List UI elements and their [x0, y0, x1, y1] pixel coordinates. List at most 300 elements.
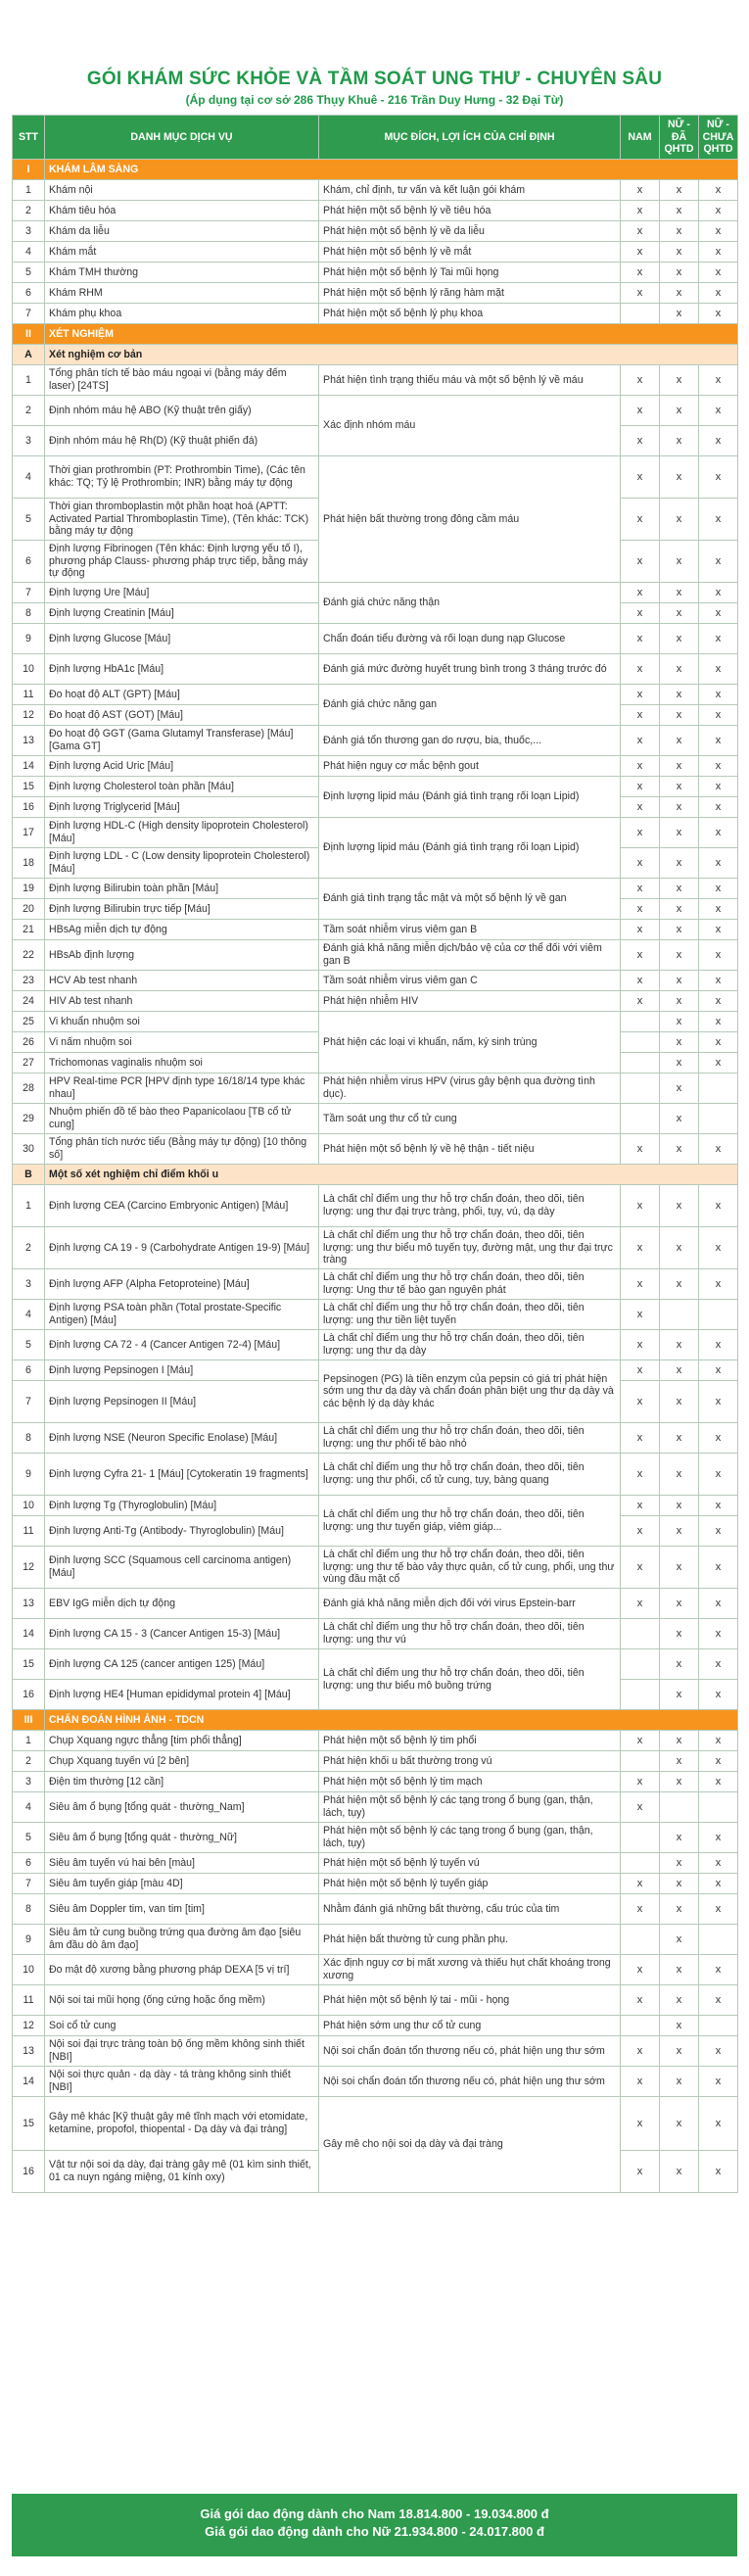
applicability-mark: x	[621, 818, 660, 848]
applicability-mark: x	[699, 1823, 738, 1853]
purpose-text: Nội soi chẩn đoán tổn thương nếu có, phát hiện ung thư sớm	[319, 2036, 621, 2067]
row-number: 23	[13, 971, 45, 991]
purpose-text: Đánh giá chức năng thận	[319, 583, 621, 624]
applicability-mark: x	[621, 1300, 660, 1330]
applicability-mark: x	[699, 1330, 738, 1360]
service-name: Định lượng Cyfra 21- 1 [Máu] [Cytokeratin 19 fragments]	[45, 1454, 319, 1496]
applicability-mark: x	[660, 426, 699, 456]
applicability-mark: x	[621, 848, 660, 879]
applicability-mark: x	[621, 541, 660, 583]
row-number: 20	[13, 899, 45, 920]
applicability-mark: x	[699, 283, 738, 304]
table-row	[13, 201, 738, 221]
service-name: Định lượng Pepsinogen II [Máu]	[45, 1381, 319, 1423]
applicability-mark: x	[660, 1053, 699, 1073]
applicability-mark: x	[699, 304, 738, 324]
table-row	[13, 879, 738, 899]
row-number: 2	[13, 1227, 45, 1269]
applicability-mark: x	[660, 221, 699, 242]
applicability-mark: x	[660, 603, 699, 624]
applicability-mark: x	[699, 654, 738, 685]
row-number: 6	[13, 1853, 45, 1874]
applicability-mark: x	[699, 685, 738, 705]
applicability-mark: x	[621, 726, 660, 756]
header-female-married: NỮ - ĐÃ QHTD	[660, 116, 699, 160]
row-number: 2	[13, 396, 45, 426]
table-row	[13, 1227, 738, 1269]
purpose-text: Là chất chỉ điểm ung thư hỗ trợ chẩn đoán, theo dõi, tiên lượng: ung thư phổi, cổ tử cung, tụy, bàng quang	[319, 1454, 621, 1496]
applicability-mark: x	[699, 1360, 738, 1381]
applicability-mark: x	[621, 242, 660, 262]
row-number: 19	[13, 879, 45, 899]
purpose-text: Phát hiện bất thường tử cung phần phụ.	[319, 1925, 621, 1955]
table-row	[13, 971, 738, 991]
service-name: Khám RHM	[45, 283, 319, 304]
table-row	[13, 456, 738, 499]
purpose-text: Phát hiện một số bệnh lý tim mạch	[319, 1772, 621, 1792]
applicability-mark: x	[660, 1269, 699, 1300]
applicability-mark: x	[699, 2097, 738, 2151]
price-male: Giá gói dao động dành cho Nam 18.814.800 - 19.034.800 đ	[200, 2506, 549, 2521]
table-row	[13, 2016, 738, 2036]
purpose-text: Phát hiện một số bệnh lý các tạng trong ổ bụng (gan, thận, lách, tụy)	[319, 1823, 621, 1853]
purpose-text: Định lượng lipid máu (Đánh giá tình trạng rối loạn Lipid)	[319, 818, 621, 879]
applicability-mark: x	[621, 991, 660, 1012]
table-row	[13, 1772, 738, 1792]
header-male: NAM	[621, 116, 660, 160]
applicability-mark: x	[621, 365, 660, 396]
applicability-mark: x	[660, 1874, 699, 1894]
table-row	[13, 818, 738, 848]
applicability-mark: x	[621, 1792, 660, 1823]
applicability-mark: x	[660, 1680, 699, 1710]
table-row	[13, 1185, 738, 1227]
applicability-mark: x	[660, 1032, 699, 1053]
applicability-mark: x	[699, 971, 738, 991]
applicability-mark: x	[660, 879, 699, 899]
table-row	[13, 1012, 738, 1032]
row-number: 25	[13, 1012, 45, 1032]
applicability-mark: x	[660, 1649, 699, 1680]
applicability-mark: x	[699, 1649, 738, 1680]
applicability-mark: x	[660, 726, 699, 756]
service-name: Định lượng LDL - C (Low density lipoprotein Cholesterol) [Máu]	[45, 848, 319, 879]
service-name: Nội soi đại trực tràng toàn bộ ống mềm không sinh thiết [NBI]	[45, 2036, 319, 2067]
purpose-text: Là chất chỉ điểm ung thư hỗ trợ chẩn đoán, theo dõi, tiên lượng: ung thư tế bào vảy thực quản, cổ tử cung, phổi, ung thư vùng đầu mặt cổ	[319, 1547, 621, 1589]
purpose-text: Phát hiện khối u bất thường trong vú	[319, 1751, 621, 1772]
applicability-mark: x	[699, 2067, 738, 2097]
applicability-mark: x	[660, 991, 699, 1012]
applicability-mark: x	[660, 242, 699, 262]
service-name: HIV Ab test nhanh	[45, 991, 319, 1012]
row-number: 13	[13, 2036, 45, 2067]
service-table	[12, 115, 738, 2193]
service-name: Khám nội	[45, 180, 319, 201]
section-number: II	[13, 324, 45, 345]
applicability-mark: x	[660, 920, 699, 940]
row-number: 9	[13, 624, 45, 654]
service-name: Định lượng Creatinin [Máu]	[45, 603, 319, 624]
service-name: Đo hoạt độ GGT (Gama Glutamyl Transferase) [Máu] [Gama GT]	[45, 726, 319, 756]
table-row	[13, 365, 738, 396]
applicability-mark	[621, 1680, 660, 1710]
page-title: GÓI KHÁM SỨC KHỎE VÀ TẦM SOÁT UNG THƯ - CHUYÊN SÂU	[86, 69, 663, 89]
applicability-mark: x	[621, 456, 660, 499]
applicability-mark: x	[699, 940, 738, 971]
applicability-mark: x	[660, 2016, 699, 2036]
applicability-mark: x	[660, 1731, 699, 1751]
applicability-mark: x	[699, 777, 738, 797]
applicability-mark: x	[699, 1423, 738, 1454]
applicability-mark: x	[699, 1894, 738, 1925]
applicability-mark: x	[699, 1751, 738, 1772]
service-name: Siêu âm tuyến vú hai bên [màu]	[45, 1853, 319, 1874]
applicability-mark: x	[699, 583, 738, 603]
applicability-mark: x	[660, 2151, 699, 2193]
purpose-text: Phát hiện một số bệnh lý Tai mũi họng	[319, 262, 621, 283]
row-number: 8	[13, 1423, 45, 1454]
applicability-mark: x	[699, 365, 738, 396]
purpose-text: Tầm soát nhiễm virus viêm gan C	[319, 971, 621, 991]
table-row	[13, 221, 738, 242]
row-number: 27	[13, 1053, 45, 1073]
service-name: HBsAb định lượng	[45, 940, 319, 971]
row-number: 16	[13, 797, 45, 818]
table-row	[13, 242, 738, 262]
table-row	[13, 1589, 738, 1619]
service-name: Định lượng NSE (Neuron Specific Enolase) [Máu]	[45, 1423, 319, 1454]
applicability-mark: x	[621, 1731, 660, 1751]
row-number: 3	[13, 426, 45, 456]
applicability-mark: x	[699, 1269, 738, 1300]
applicability-mark: x	[621, 499, 660, 541]
applicability-mark: x	[660, 1985, 699, 2016]
service-name: Định lượng Glucose [Máu]	[45, 624, 319, 654]
applicability-mark: x	[660, 2067, 699, 2097]
applicability-mark: x	[621, 1227, 660, 1269]
purpose-text: Đánh giá chức năng gan	[319, 685, 621, 726]
applicability-mark: x	[621, 396, 660, 426]
purpose-text: Phát hiện tình trạng thiếu máu và một số bệnh lý về máu	[319, 365, 621, 396]
applicability-mark: x	[699, 603, 738, 624]
applicability-mark: x	[660, 705, 699, 726]
table-row	[13, 1751, 738, 1772]
applicability-mark: x	[660, 283, 699, 304]
applicability-mark: x	[699, 1874, 738, 1894]
purpose-text: Đánh giá mức đường huyết trung bình trong 3 tháng trước đó	[319, 654, 621, 685]
applicability-mark: x	[621, 180, 660, 201]
service-name: Định lượng Anti-Tg (Antibody- Thyroglobulin) [Máu]	[45, 1516, 319, 1547]
applicability-mark	[621, 1073, 660, 1104]
header-stt: STT	[13, 116, 45, 160]
applicability-mark: x	[699, 262, 738, 283]
purpose-text: Phát hiện một số bệnh lý răng hàm mặt	[319, 283, 621, 304]
applicability-mark: x	[621, 971, 660, 991]
service-name: Định lượng CEA (Carcino Embryonic Antigen) [Máu]	[45, 1185, 319, 1227]
applicability-mark: x	[621, 624, 660, 654]
service-name: Định lượng Triglycerid [Máu]	[45, 797, 319, 818]
applicability-mark: x	[621, 1874, 660, 1894]
row-number: 9	[13, 1925, 45, 1955]
applicability-mark: x	[660, 1227, 699, 1269]
applicability-mark: x	[621, 705, 660, 726]
applicability-mark: x	[621, 1985, 660, 2016]
row-number: 15	[13, 2097, 45, 2151]
row-number: 6	[13, 541, 45, 583]
applicability-mark: x	[621, 1134, 660, 1165]
purpose-text: Nhằm đánh giá những bất thường, cấu trúc của tim	[319, 1894, 621, 1925]
table-row	[13, 2067, 738, 2097]
row-number: 14	[13, 1619, 45, 1649]
row-number: 3	[13, 221, 45, 242]
row-number: 4	[13, 1792, 45, 1823]
table-row	[13, 1269, 738, 1300]
applicability-mark: x	[621, 2067, 660, 2097]
row-number: 5	[13, 1823, 45, 1853]
applicability-mark: x	[660, 624, 699, 654]
row-number: 10	[13, 1496, 45, 1516]
applicability-mark	[621, 1619, 660, 1649]
applicability-mark: x	[699, 1955, 738, 1985]
row-number: 24	[13, 991, 45, 1012]
row-number: 4	[13, 242, 45, 262]
applicability-mark: x	[621, 1894, 660, 1925]
table-row	[13, 262, 738, 283]
section-title: Một số xét nghiệm chỉ điểm khối u	[45, 1165, 738, 1185]
applicability-mark: x	[621, 940, 660, 971]
applicability-mark: x	[660, 1772, 699, 1792]
applicability-mark: x	[699, 705, 738, 726]
table-row	[13, 1330, 738, 1360]
applicability-mark: x	[621, 1185, 660, 1227]
applicability-mark	[660, 1300, 699, 1330]
applicability-mark: x	[621, 920, 660, 940]
row-number: 5	[13, 262, 45, 283]
service-name: Định lượng Ure [Máu]	[45, 583, 319, 603]
table-row	[13, 1547, 738, 1589]
service-name: Nội soi tai mũi họng (ống cứng hoặc ống mềm)	[45, 1985, 319, 2016]
row-number: 7	[13, 1381, 45, 1423]
service-name: Định lượng CA 125 (cancer antigen 125) [Máu]	[45, 1649, 319, 1680]
applicability-mark	[621, 1012, 660, 1032]
applicability-mark: x	[699, 818, 738, 848]
applicability-mark: x	[699, 201, 738, 221]
applicability-mark: x	[660, 797, 699, 818]
row-number: 17	[13, 818, 45, 848]
applicability-mark: x	[621, 1454, 660, 1496]
purpose-text: Phát hiện các loại vi khuẩn, nấm, ký sinh trùng	[319, 1012, 621, 1073]
service-name: Định lượng HbA1c [Máu]	[45, 654, 319, 685]
table-row	[13, 1985, 738, 2016]
table-row	[13, 991, 738, 1012]
row-number: 2	[13, 201, 45, 221]
row-number: 6	[13, 283, 45, 304]
applicability-mark	[621, 1053, 660, 1073]
table-row	[13, 1423, 738, 1454]
applicability-mark: x	[660, 1104, 699, 1134]
purpose-text: Là chất chỉ điểm ung thư hỗ trợ chẩn đoán, theo dõi, tiên lượng: ung thư vú	[319, 1619, 621, 1649]
applicability-mark: x	[621, 777, 660, 797]
row-number: 10	[13, 654, 45, 685]
table-row	[13, 940, 738, 971]
applicability-mark: x	[699, 1619, 738, 1649]
table-row	[13, 1874, 738, 1894]
applicability-mark: x	[699, 1772, 738, 1792]
applicability-mark: x	[660, 1823, 699, 1853]
applicability-mark: x	[621, 879, 660, 899]
service-name: Định nhóm máu hệ Rh(D) (Kỹ thuật phiến đá)	[45, 426, 319, 456]
applicability-mark	[699, 2016, 738, 2036]
applicability-mark: x	[699, 1680, 738, 1710]
applicability-mark: x	[660, 180, 699, 201]
row-number: 21	[13, 920, 45, 940]
purpose-text: Phát hiện một số bệnh lý tim phổi	[319, 1731, 621, 1751]
applicability-mark: x	[699, 920, 738, 940]
service-name: Chụp Xquang ngực thẳng [tim phổi thẳng]	[45, 1731, 319, 1751]
applicability-mark: x	[660, 756, 699, 777]
row-number: 13	[13, 1589, 45, 1619]
table-row	[13, 1955, 738, 1985]
price-female: Giá gói dao động dành cho Nữ 21.934.800 - 24.017.800 đ	[205, 2524, 544, 2539]
applicability-mark: x	[699, 1381, 738, 1423]
row-number: 30	[13, 1134, 45, 1165]
applicability-mark: x	[660, 1955, 699, 1985]
service-name: Gây mê khác [Kỹ thuật gây mê tĩnh mạch với etomidate, ketamine, propofol, thiopental - Dạ dày và đại tràng]	[45, 2097, 319, 2151]
applicability-mark: x	[660, 1073, 699, 1104]
service-name: Siêu âm tử cung buồng trứng qua đường âm đạo [siêu âm đầu dò âm đạo]	[45, 1925, 319, 1955]
applicability-mark: x	[621, 1955, 660, 1985]
purpose-text: Phát hiện nhiễm virus HPV (virus gây bệnh qua đường tình dục).	[319, 1073, 621, 1104]
applicability-mark: x	[699, 1454, 738, 1496]
applicability-mark: x	[699, 242, 738, 262]
row-number: 11	[13, 685, 45, 705]
applicability-mark: x	[621, 1330, 660, 1360]
applicability-mark	[660, 1792, 699, 1823]
applicability-mark: x	[660, 541, 699, 583]
table-row	[13, 1853, 738, 1874]
applicability-mark: x	[660, 2036, 699, 2067]
applicability-mark	[621, 1104, 660, 1134]
purpose-text: Phát hiện một số bệnh lý về tiêu hóa	[319, 201, 621, 221]
table-row	[13, 777, 738, 797]
applicability-mark	[621, 1853, 660, 1874]
applicability-mark: x	[660, 1134, 699, 1165]
service-name: Khám TMH thường	[45, 262, 319, 283]
applicability-mark: x	[699, 499, 738, 541]
service-name: Tổng phân tích tế bào máu ngoại vi (bằng máy đếm laser) [24TS]	[45, 365, 319, 396]
service-name: Thời gian thromboplastin một phần hoạt hoá (APTT: Activated Partial Thromboplastin Time), (Tên khác: TCK) bằng máy tự động	[45, 499, 319, 541]
purpose-text: Pepsinogen (PG) là tiền enzym của pepsin có giá trị phát hiện sớm ung thư dạ dày và chẩn đoán phân biệt ung thư dạ dày và các bệnh lý dạ dày khác	[319, 1360, 621, 1423]
row-number: 16	[13, 1680, 45, 1710]
applicability-mark: x	[621, 685, 660, 705]
purpose-text: Định lượng lipid máu (Đánh giá tình trạng rối loạn Lipid)	[319, 777, 621, 818]
purpose-text: Phát hiện một số bệnh lý về da liễu	[319, 221, 621, 242]
applicability-mark	[621, 1751, 660, 1772]
table-row	[13, 1496, 738, 1516]
applicability-mark: x	[699, 1547, 738, 1589]
applicability-mark: x	[660, 1894, 699, 1925]
table-row	[13, 685, 738, 705]
applicability-mark: x	[660, 1423, 699, 1454]
purpose-text: Phát hiện một số bệnh lý phụ khoa	[319, 304, 621, 324]
service-name: Định lượng CA 72 - 4 (Cancer Antigen 72-4) [Máu]	[45, 1330, 319, 1360]
section-title: Xét nghiệm cơ bản	[45, 345, 738, 365]
table-row	[13, 1823, 738, 1853]
applicability-mark: x	[660, 583, 699, 603]
row-number: 3	[13, 1269, 45, 1300]
table-row	[13, 1300, 738, 1330]
applicability-mark	[621, 1925, 660, 1955]
purpose-text: Tầm soát ung thư cổ tử cung	[319, 1104, 621, 1134]
applicability-mark	[699, 1300, 738, 1330]
row-number: 5	[13, 1330, 45, 1360]
service-name: HCV Ab test nhanh	[45, 971, 319, 991]
service-name: Định lượng Acid Uric [Máu]	[45, 756, 319, 777]
purpose-text: Là chất chỉ điểm ung thư hỗ trợ chẩn đoán, theo dõi, tiên lượng: ung thư đại trực tràng, phổi, tụy, vú, dạ dày	[319, 1185, 621, 1227]
applicability-mark: x	[621, 201, 660, 221]
purpose-text: Phát hiện bất thường trong đông cầm máu	[319, 456, 621, 583]
applicability-mark	[699, 1792, 738, 1823]
purpose-text: Phát hiện nguy cơ mắc bệnh gout	[319, 756, 621, 777]
applicability-mark: x	[699, 541, 738, 583]
applicability-mark	[699, 1104, 738, 1134]
section-title: XÉT NGHIỆM	[45, 324, 738, 345]
purpose-text: Chẩn đoán tiểu đường và rối loạn dung nạp Glucose	[319, 624, 621, 654]
table-row	[13, 624, 738, 654]
row-number: 15	[13, 1649, 45, 1680]
table-row	[13, 1731, 738, 1751]
applicability-mark: x	[660, 1496, 699, 1516]
applicability-mark: x	[660, 1381, 699, 1423]
applicability-mark: x	[660, 1751, 699, 1772]
table-row	[13, 1134, 738, 1165]
applicability-mark: x	[699, 221, 738, 242]
purpose-text: Phát hiện nhiễm HIV	[319, 991, 621, 1012]
service-name: Định lượng AFP (Alpha Fetoproteine) [Máu]	[45, 1269, 319, 1300]
applicability-mark: x	[699, 2151, 738, 2193]
applicability-mark: x	[621, 797, 660, 818]
purpose-text: Là chất chỉ điểm ung thư hỗ trợ chẩn đoán, theo dõi, tiên lượng: ung thư biểu mô tuyến tụy, đường mật, ung thư đại trực tràng	[319, 1227, 621, 1269]
service-name: Siêu âm Doppler tim, van tim [tim]	[45, 1894, 319, 1925]
row-number: 8	[13, 1894, 45, 1925]
service-name: Thời gian prothrombin (PT: Prothrombin Time), (Các tên khác: TQ; Tỷ lệ Prothrombin; INR) bằng máy tự động	[45, 456, 319, 499]
row-number: 18	[13, 848, 45, 879]
purpose-text: Là chất chỉ điểm ung thư hỗ trợ chẩn đoán, theo dõi, tiên lượng: Ung thư tế bào gan nguyên phát	[319, 1269, 621, 1300]
applicability-mark: x	[699, 899, 738, 920]
table-row	[13, 756, 738, 777]
row-number: 9	[13, 1454, 45, 1496]
applicability-mark	[621, 2016, 660, 2036]
purpose-text: Là chất chỉ điểm ung thư hỗ trợ chẩn đoán, theo dõi, tiên lượng: ung thư tiền liệt tuyến	[319, 1300, 621, 1330]
applicability-mark: x	[699, 1185, 738, 1227]
row-number: 1	[13, 1731, 45, 1751]
service-name: Định lượng CA 19 - 9 (Carbohydrate Antigen 19-9) [Máu]	[45, 1227, 319, 1269]
service-name: Vi nấm nhuộm soi	[45, 1032, 319, 1053]
purpose-text: Đánh giá tổn thương gan do rượu, bia, thuốc,...	[319, 726, 621, 756]
applicability-mark: x	[699, 1134, 738, 1165]
row-number: 6	[13, 1360, 45, 1381]
purpose-text: Khám, chỉ định, tư vấn và kết luận gói khám	[319, 180, 621, 201]
applicability-mark: x	[621, 262, 660, 283]
section-title: KHÁM LÂM SÀNG	[45, 160, 738, 180]
row-number: 29	[13, 1104, 45, 1134]
applicability-mark: x	[699, 756, 738, 777]
row-number: 12	[13, 2016, 45, 2036]
table-row	[13, 1925, 738, 1955]
applicability-mark: x	[660, 777, 699, 797]
applicability-mark: x	[699, 1985, 738, 2016]
table-row	[13, 1649, 738, 1680]
